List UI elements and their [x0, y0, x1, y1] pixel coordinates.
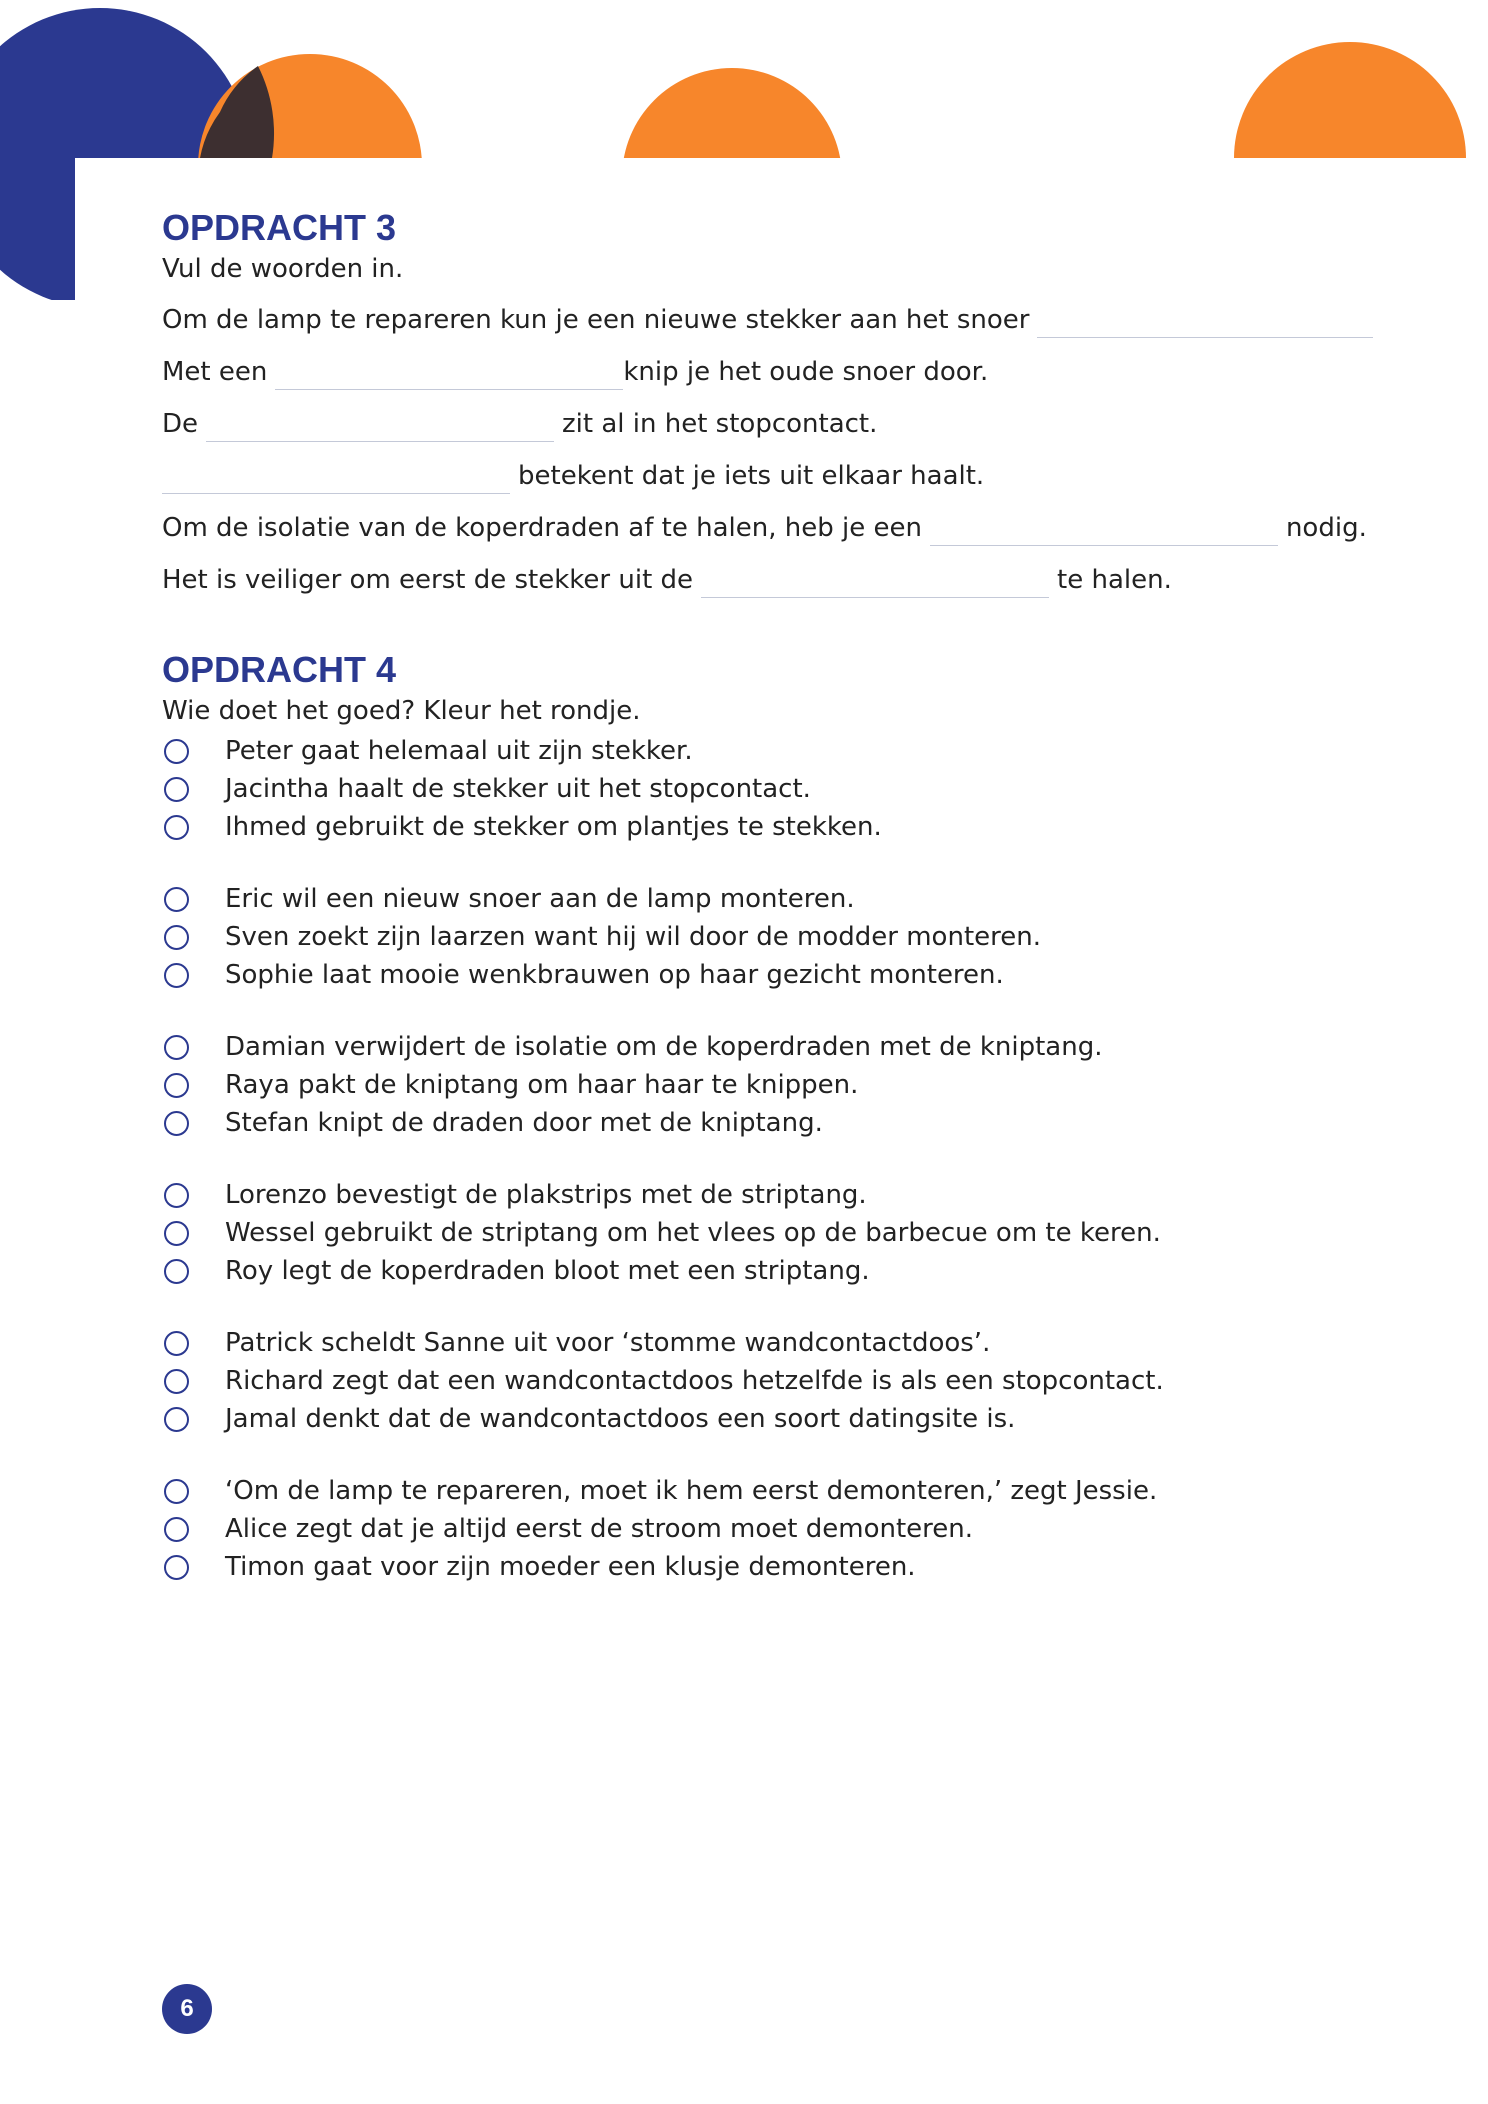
option-item[interactable] — [162, 1400, 1342, 1438]
exercise-3 — [162, 206, 1367, 598]
option-text: Richard zegt dat een wandcontactdoos hetzelfde is als een stopcontact. — [225, 1366, 1164, 1396]
option-item[interactable] — [162, 732, 1342, 770]
exercise-4-title: OPDRACHT 4 — [162, 649, 397, 690]
option-item[interactable] — [162, 1104, 1342, 1142]
exercise-4 — [162, 648, 1342, 1586]
option-item[interactable] — [162, 1510, 1342, 1548]
option-text: Jamal denkt dat de wandcontactdoos een soort datingsite is. — [225, 1404, 1016, 1434]
exercise-3-title: OPDRACHT 3 — [162, 207, 397, 248]
option-text: Sven zoekt zijn laarzen want hij wil door de modder monteren. — [225, 922, 1041, 952]
fill-line-text-before: Om de lamp te repareren kun je een nieuwe stekker aan het snoer — [162, 305, 1030, 335]
radio-circle-icon[interactable] — [164, 1369, 189, 1394]
option-item[interactable] — [162, 1214, 1342, 1252]
fill-line-5 — [162, 494, 1367, 546]
option-item[interactable] — [162, 1028, 1342, 1066]
option-text: ‘Om de lamp te repareren, moet ik hem eerst demonteren,’ zegt Jessie. — [225, 1476, 1158, 1506]
fill-line-text-before: Om de isolatie van de koperdraden af te halen, heb je een — [162, 513, 922, 543]
option-text: Jacintha haalt de stekker uit het stopcontact. — [225, 774, 811, 804]
option-text: Damian verwijdert de isolatie om de koperdraden met de kniptang. — [225, 1032, 1103, 1062]
radio-circle-icon[interactable] — [164, 1183, 189, 1208]
option-item[interactable] — [162, 1252, 1342, 1290]
option-text: Lorenzo bevestigt de plakstrips met de striptang. — [225, 1180, 867, 1210]
fill-line-6 — [162, 546, 1342, 598]
option-group-6 — [162, 1472, 1342, 1586]
option-text: Patrick scheldt Sanne uit voor ‘stomme wandcontactdoos’. — [225, 1328, 991, 1358]
radio-circle-icon[interactable] — [164, 1331, 189, 1356]
radio-circle-icon[interactable] — [164, 1555, 189, 1580]
option-text: Timon gaat voor zijn moeder een klusje demonteren. — [225, 1552, 916, 1582]
fill-line-text-before: Het is veiliger om eerst de stekker uit de — [162, 565, 694, 595]
radio-circle-icon[interactable] — [164, 1517, 189, 1542]
fill-line-text-before: De — [162, 409, 199, 439]
option-item[interactable] — [162, 918, 1342, 956]
option-text: Wessel gebruikt de striptang om het vlees op de barbecue om te keren. — [225, 1218, 1161, 1248]
radio-circle-icon[interactable] — [164, 1259, 189, 1284]
radio-circle-icon[interactable] — [164, 887, 189, 912]
radio-circle-icon[interactable] — [164, 777, 189, 802]
option-item[interactable] — [162, 770, 1342, 808]
option-item[interactable] — [162, 1176, 1342, 1214]
answer-blank-4[interactable] — [162, 465, 510, 494]
answer-blank-5[interactable] — [930, 517, 1278, 546]
option-group-2 — [162, 880, 1342, 994]
option-item[interactable] — [162, 1472, 1342, 1510]
answer-blank-3[interactable] — [206, 413, 554, 442]
option-item[interactable] — [162, 808, 1342, 846]
radio-circle-icon[interactable] — [164, 1479, 189, 1504]
radio-circle-icon[interactable] — [164, 1073, 189, 1098]
radio-circle-icon[interactable] — [164, 963, 189, 988]
option-item[interactable] — [162, 1548, 1342, 1586]
option-text: Ihmed gebruikt de stekker om plantjes te stekken. — [225, 812, 882, 842]
option-item[interactable] — [162, 880, 1342, 918]
radio-circle-icon[interactable] — [164, 739, 189, 764]
fill-line-4 — [162, 442, 1342, 494]
option-text: Roy legt de koperdraden bloot met een striptang. — [225, 1256, 870, 1286]
fill-line-3 — [162, 390, 1342, 442]
option-item[interactable] — [162, 1324, 1342, 1362]
fill-line-1 — [162, 286, 1342, 338]
option-group-3 — [162, 1028, 1342, 1142]
option-item[interactable] — [162, 1066, 1342, 1104]
answer-blank-1[interactable] — [1037, 309, 1373, 338]
page-content — [162, 206, 1367, 1586]
fill-line-text-after: zit al in het stopcontact. — [562, 409, 878, 439]
option-group-4 — [162, 1176, 1342, 1290]
exercise-3-instruction: Vul de woorden in. — [162, 254, 404, 284]
radio-circle-icon[interactable] — [164, 1407, 189, 1432]
radio-circle-icon[interactable] — [164, 815, 189, 840]
option-text: Stefan knipt de draden door met de kniptang. — [225, 1108, 823, 1138]
answer-blank-6[interactable] — [701, 569, 1049, 598]
radio-circle-icon[interactable] — [164, 1035, 189, 1060]
fill-line-text-after: te halen. — [1057, 565, 1172, 595]
option-text: Peter gaat helemaal uit zijn stekker. — [225, 736, 693, 766]
exercise-4-instruction: Wie doet het goed? Kleur het rondje. — [162, 696, 641, 726]
option-group-5 — [162, 1324, 1342, 1438]
option-text: Alice zegt dat je altijd eerst de stroom moet demonteren. — [225, 1514, 974, 1544]
radio-circle-icon[interactable] — [164, 925, 189, 950]
fill-line-text-after: knip je het oude snoer door. — [623, 357, 989, 387]
fill-line-2 — [162, 338, 1342, 390]
fill-line-text-before: Met een — [162, 357, 268, 387]
option-text: Eric wil een nieuw snoer aan de lamp monteren. — [225, 884, 855, 914]
page-number-badge: 6 — [162, 1984, 212, 2034]
option-group-1 — [162, 732, 1342, 846]
fill-line-text-after: betekent dat je iets uit elkaar haalt. — [518, 461, 985, 491]
radio-circle-icon[interactable] — [164, 1221, 189, 1246]
option-text: Raya pakt de kniptang om haar haar te knippen. — [225, 1070, 859, 1100]
answer-blank-2[interactable] — [275, 361, 623, 390]
radio-circle-icon[interactable] — [164, 1111, 189, 1136]
option-text: Sophie laat mooie wenkbrauwen op haar gezicht monteren. — [225, 960, 1004, 990]
fill-line-text-after: nodig. — [1285, 513, 1367, 543]
option-item[interactable] — [162, 1362, 1342, 1400]
option-item[interactable] — [162, 956, 1342, 994]
